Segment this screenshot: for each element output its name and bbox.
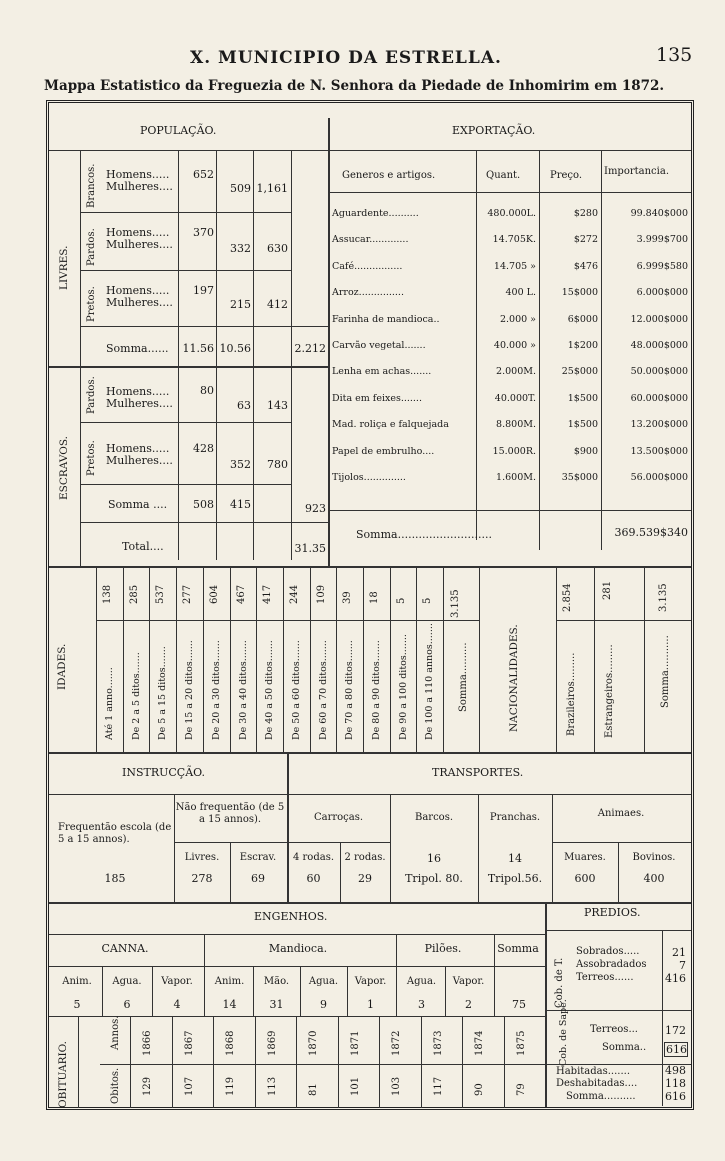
esc-pretos-t: 780 [267,458,288,471]
exp-row-imp: 13.200$000 [630,419,688,431]
idades-item-label: De 70 a 80 ditos....... [344,640,356,740]
engenhos-mandioca-label: Mão. [263,976,290,987]
exp-row-quant: 2.000M. [496,366,536,378]
instruccao-title: INSTRUCÇÃO. [122,766,206,779]
escravos-label: ESCRAVOS. [58,435,70,500]
obit-col-line [130,1016,131,1108]
exp-row-preco: 1$500 [567,392,598,404]
rodas4-label: 4 rodas. [292,852,334,863]
line [80,522,328,523]
idades-col-line [123,566,124,752]
line [594,566,595,752]
idades-col-line [416,566,417,752]
exp-row-imp: 6.999$580 [636,260,688,272]
idades-col-line [149,566,150,752]
line [80,326,328,327]
idades-value: 417 [262,584,274,604]
muares-label: Muares. [564,852,606,863]
obit-value: 90 [474,1083,485,1096]
barcos-tripol: Tripol. 80. [405,872,463,885]
habitadas-label: Habitadas....... [556,1066,631,1077]
mandioca-label: Mandioca. [268,942,328,955]
obit-value: 113 [266,1076,278,1096]
obit-col-line [462,1016,463,1108]
pardos-m: 332 [230,242,251,255]
obit-year: 1866 [142,1030,153,1056]
exp-row-genero: Papel de embrulho.... [332,445,435,457]
idades-value: 5 [395,597,407,604]
exp-row-imp: 3.999$700 [636,234,688,246]
esc-pardos-homens-label: Homens..... [106,385,170,398]
predios-somma2-value: 616 [665,1090,686,1103]
brancos-h: 652 [193,168,214,181]
instr-livres-label: Livres. [184,852,220,863]
exp-row-genero: Café................ [332,260,403,272]
engenhos-piloes-value: 3 [418,998,425,1011]
exp-somma-line [328,510,691,511]
obit-col-line [379,1016,380,1108]
obit-col-line [296,1016,297,1108]
line [478,794,479,902]
exp-row-preco: $280 [573,208,598,219]
predios-cob-s-label: Cob. de Sapé. [558,999,569,1066]
pranchas-count: 14 [508,852,522,865]
idades-item-label: De 80 a 90 ditos....... [371,640,382,740]
exp-row-preco: 1$200 [567,340,598,351]
line [556,566,557,752]
exp-row-preco: 15$000 [561,287,598,299]
exp-row-preco: $900 [573,445,598,457]
exp-somma-value: 369.539$340 [614,526,688,539]
exp-row-preco: $476 [573,260,598,272]
brancos-m: 509 [230,182,251,195]
exportacao-title: EXPORTAÇÃO. [452,124,536,137]
predios-somma2-label: Somma.......... [566,1091,636,1102]
exp-row-quant: 400 L. [505,287,536,299]
line [49,934,545,935]
piloes-label: Pilões. [424,942,462,955]
obit-value: 81 [308,1083,319,1096]
exp-somma-label: Somma........................... [356,528,492,541]
predios-somma-value: 616 [666,1043,687,1056]
exp-row-preco: 35$000 [561,472,598,483]
esc-pardos-mulheres-label: Mulheres.... [106,397,173,410]
escravos-pretos-label: Pretos. [86,440,97,476]
idades-col-line [176,566,177,752]
idades-value: 39 [342,591,354,604]
line [100,1064,545,1065]
exp-row-preco: 1$500 [567,419,598,431]
engenhos-mandioca-value: 14 [222,998,237,1011]
livres-somma-h: 11.56 [182,342,214,355]
idades-item-label: De 2 a 5 ditos....... [130,652,142,740]
obit-year: 1870 [308,1030,319,1056]
barcos-count: 16 [427,852,441,865]
terreos-value: 416 [665,972,686,985]
idades-col-line [336,566,337,752]
section-title: X. MUNICIPIO DA ESTRELLA. [190,48,502,68]
engenhos-somma-value: 75 [512,998,526,1011]
esc-pretos-homens-label: Homens..... [106,442,170,455]
rodas4-value: 60 [306,872,321,885]
exp-row-genero: Mad. roliça e falquejada [332,419,449,431]
engenhos-piloes-value: 2 [465,998,472,1011]
predios-somma-label: Somma.. [602,1042,647,1053]
esc-pretos-m: 352 [230,458,251,471]
idades-col-line [203,566,204,752]
exp-row-quant: 8.800M. [496,419,536,431]
line [396,934,397,1016]
idades-item-label: De 20 a 30 ditos....... [210,640,222,740]
exp-row-genero: Aguardente.......... [332,208,419,219]
exp-row-imp: 99.840$000 [630,208,688,219]
idades-item-label: De 100 a 110 annos....... [424,623,436,740]
engenhos-canna-value: 6 [123,998,131,1011]
engenhos-title: ENGENHOS. [254,910,328,923]
exp-col-quant [476,150,477,540]
line [80,270,291,271]
pretos-t: 412 [267,298,288,311]
engenhos-mandioca-label: Agua. [308,976,339,987]
assobradados-label: Assobradados [576,959,647,970]
livres-pardos-label: Pardos. [86,228,97,266]
exp-row-quant: 15.000R. [492,445,536,457]
pardos-homens-label: Homens..... [106,226,170,239]
exp-row-genero: Farinha de mandioca.. [332,313,440,325]
idades-item-label: Até 1 anno....... [104,667,115,740]
predios-title: PREDIOS. [584,906,641,919]
escravos-pardos-label: Pardos. [86,376,97,414]
idades-value: 109 [315,584,327,604]
escravos-somma-h: 508 [193,498,214,511]
idades-value: 285 [128,584,140,604]
idades-value: 18 [369,591,380,604]
idades-label: IDADES. [56,643,68,690]
engenhos-mandioca-value: 9 [320,998,327,1011]
rodas2-label: 2 rodas. [344,852,386,863]
esc-pardos-t: 143 [267,399,288,412]
exp-row-quant: 40.000 » [493,340,536,351]
instr-livres-value: 278 [191,872,213,885]
line [545,930,691,931]
line [204,934,205,1016]
exp-row-quant: 1.600M. [496,472,536,483]
terreos2-value: 172 [665,1024,686,1037]
rodas2-value: 29 [358,872,372,885]
divider-pop-exp [328,118,330,566]
idades-somma-label: Somma.......... [458,642,469,712]
exp-row-preco: 6$000 [567,313,598,325]
sobrados-value: 21 [672,946,686,959]
deshabitadas-label: Deshabitadas.... [556,1078,638,1089]
engenhos-subhead-line [49,966,545,967]
brancos-homens-label: Homens..... [106,168,170,181]
pranchas-label: Pranchas. [489,812,541,823]
obit-col-line [338,1016,339,1108]
pop-col-total [291,150,292,560]
exp-row-imp: 60.000$000 [630,392,688,404]
nac-somma-value: 3.135 [658,583,669,612]
obit-value: 103 [391,1076,402,1096]
exp-row-quant: 2.000 » [499,313,536,325]
obit-value: 129 [142,1076,153,1096]
exp-row-genero: Tijolos.............. [332,472,406,483]
exp-row-quant: 14.705 » [493,260,536,272]
obit-year: 1869 [266,1030,278,1056]
idades-col-line [363,566,364,752]
exp-row-preco: 25$000 [561,366,598,378]
engenhos-canna-value: 4 [173,998,181,1011]
line [644,566,645,752]
idades-col-line [283,566,284,752]
page-number: 135 [656,44,693,66]
idades-col-line [256,566,257,752]
idades-item-label: De 50 a 60 ditos....... [290,640,302,740]
line [80,422,291,423]
instr-freq-value: 185 [104,872,126,885]
exp-row-imp: 50.000$000 [630,366,688,378]
obit-col-line [504,1016,505,1108]
idades-item-label: De 5 a 15 ditos....... [157,646,169,740]
escravos-somma-label: Somma .... [108,498,168,511]
livres-somma-t: 2.212 [294,342,326,355]
instr-naofreq-label: Não frequentão (de 5 a 15 annos). [175,802,285,825]
obit-value: 101 [349,1076,361,1096]
idades-value: 277 [182,584,194,604]
livres-somma-label: Somma...... [106,342,169,355]
pranchas-tripol: Tripol.56. [487,872,543,885]
exp-row-genero: Dita em feixes....... [332,392,422,404]
obit-year: 1874 [474,1030,485,1056]
terreos2-label: Terreos... [590,1024,638,1035]
transportes-title: TRANSPORTES. [432,766,524,779]
exp-row-imp: 13.500$000 [630,445,688,457]
engenhos-canna-label: Vapor. [161,976,193,987]
idades-value: 467 [235,584,247,604]
obit-col-line [255,1016,256,1108]
divider-obituario-top [49,1016,545,1017]
terreos-label: Terreos...... [576,972,634,983]
engenhos-somma-label: Somma [497,942,539,955]
pretos-m: 215 [230,298,251,311]
idades-value-line [96,620,443,621]
exp-header-imp: Importancia. [604,166,669,177]
line [443,620,479,621]
carrocas-label: Carroças. [313,812,364,823]
animaes-label: Animaes. [597,808,645,819]
idades-item-label: De 15 a 20 ditos....... [184,640,196,740]
obit-value: 119 [225,1076,236,1096]
idades-item-label: De 40 a 50 ditos....... [264,640,276,740]
engenhos-canna-label: Agua. [112,976,142,987]
assobradados-value: 7 [679,959,686,972]
populacao-title: POPULAÇÃO. [140,124,217,137]
pardos-mulheres-label: Mulheres.... [106,238,173,251]
bovinos-label: Bovinos. [632,852,676,863]
exp-row-genero: Lenha em achas....... [332,366,432,378]
obit-year: 1867 [183,1030,195,1056]
total-label: Total.... [122,540,164,553]
livres-somma-m: 10.56 [219,342,251,355]
nac-brazileiros-label: Brazileiros......... [566,652,577,736]
line [80,212,291,213]
pretos-homens-label: Homens..... [106,284,170,297]
exp-row-imp: 56.000$000 [630,472,688,483]
obit-year: 1873 [432,1030,444,1056]
pop-header-line [49,150,328,151]
obit-year: 1868 [225,1030,236,1056]
idades-somma-right [479,566,480,752]
barcos-label: Barcos. [414,812,454,823]
line [78,1016,79,1108]
nac-somma-label: Somma........... [660,635,671,708]
total-value: 31.35 [294,542,326,555]
canna-label: CANNA. [101,942,149,955]
nacionalidades-label: NACIONALIDADES. [508,624,520,732]
escravos-somma-t: 923 [305,502,326,515]
brancos-t: 1,161 [256,182,288,195]
idades-item-label: De 60 a 70 ditos....... [317,640,329,740]
engenhos-mandioca-value: 31 [269,998,284,1011]
engenhos-piloes-label: Vapor. [452,976,485,987]
idades-col-line [390,566,391,752]
pretos-h: 197 [193,284,214,297]
engenhos-piloes-label: Agua. [406,976,437,987]
subtitle: Mappa Estatistico da Freguezia de N. Senhora da Piedade de Inhomirim em 1872. [44,78,665,94]
line [287,842,390,843]
obit-year: 1872 [391,1030,402,1056]
engenhos-mandioca-label: Anim. [214,976,245,987]
line [80,484,291,485]
exp-row-genero: Arroz............... [332,287,404,299]
idades-somma-left [443,566,444,752]
exp-row-imp: 12.000$000 [630,313,688,325]
instr-escrav-value: 69 [251,872,265,885]
obituario-label: OBITUARIO. [57,1041,69,1108]
exp-header-preco: Preço. [550,170,583,181]
idades-item-label: De 30 a 40 ditos....... [237,640,249,740]
engenhos-mandioca-label: Vapor. [354,976,387,987]
predios-cob-t-label: Cob. de T. [554,957,565,1008]
deshabitadas-value: 118 [665,1077,686,1090]
exp-row-genero: Carvão vegetal....... [332,340,426,351]
obit-value: 79 [515,1083,527,1096]
exp-header-generos: Generos e artigos. [342,170,436,181]
esc-pardos-h: 80 [200,384,214,397]
idades-value: 244 [288,584,300,604]
pardos-h: 370 [193,226,214,239]
engenhos-canna-label: Anim. [62,976,92,987]
pardos-t: 630 [267,242,288,255]
idades-somma-value: 3.135 [450,589,461,618]
idades-value: 537 [155,584,167,604]
nac-estrangeiros-value: 281 [602,580,613,600]
brancos-mulheres-label: Mulheres.... [106,180,173,193]
pretos-mulheres-label: Mulheres.... [106,296,173,309]
obit-year: 1875 [515,1030,527,1056]
idades-value: 5 [422,597,434,604]
engenhos-mandioca-value: 1 [367,998,374,1011]
obit-col-line [172,1016,173,1108]
line [390,794,391,902]
line [556,620,691,621]
line [49,366,328,368]
divider-engenhos-top [49,902,691,904]
livres-brancos-label: Brancos. [86,163,97,208]
exp-colhead-line [328,192,691,193]
idades-col-line [96,566,97,752]
exp-row-imp: 48.000$000 [630,340,688,351]
obit-year: 1871 [349,1030,361,1056]
divider-predios [545,902,547,1107]
nac-brazileiros-value: 2.854 [562,583,573,612]
idades-value: 138 [102,584,113,604]
obit-annos-label: Annos. [110,1015,121,1050]
idades-item-label: De 90 a 100 ditos....... [397,634,409,740]
obit-value: 107 [183,1076,195,1096]
idades-col-line [230,566,231,752]
esc-pretos-h: 428 [193,442,214,455]
escravos-somma-m: 415 [230,498,251,511]
exp-row-quant: 14.705K. [492,234,536,246]
livres-pretos-label: Pretos. [86,286,97,322]
idades-col-line [310,566,311,752]
exp-row-quant: 40.000T. [494,392,536,404]
instr-freq-label: Frequentão escola (de 5 a 15 annos). [58,822,172,845]
obit-col-line [421,1016,422,1108]
line [552,842,691,843]
exp-row-preco: $272 [573,234,598,246]
exp-row-genero: Assucar............. [332,234,409,246]
obit-value: 117 [432,1076,444,1096]
exp-header-line [328,150,691,151]
engenhos-canna-value: 5 [73,998,81,1011]
muares-value: 600 [574,872,596,885]
instr-escrav-label: Escrav. [239,852,277,863]
esc-pretos-mulheres-label: Mulheres.... [106,454,173,467]
exp-header-quant: Quant. [486,170,521,181]
exp-row-imp: 6.000$000 [636,287,688,299]
obit-obitos-label: Obitos. [110,1067,121,1104]
divider-instruccao-top [49,752,691,754]
sobrados-label: Sobrados..... [576,946,640,957]
obit-col-line [213,1016,214,1108]
idades-value: 604 [208,584,220,604]
exp-row-quant: 480.000L. [487,208,536,219]
habitadas-value: 498 [665,1064,686,1077]
bovinos-value: 400 [643,872,665,885]
nac-estrangeiros-label: Estrangeiros......... [604,644,615,738]
line [662,930,663,1106]
esc-pardos-m: 63 [237,399,251,412]
line [49,794,691,795]
livres-label: LIVRES. [58,245,70,290]
